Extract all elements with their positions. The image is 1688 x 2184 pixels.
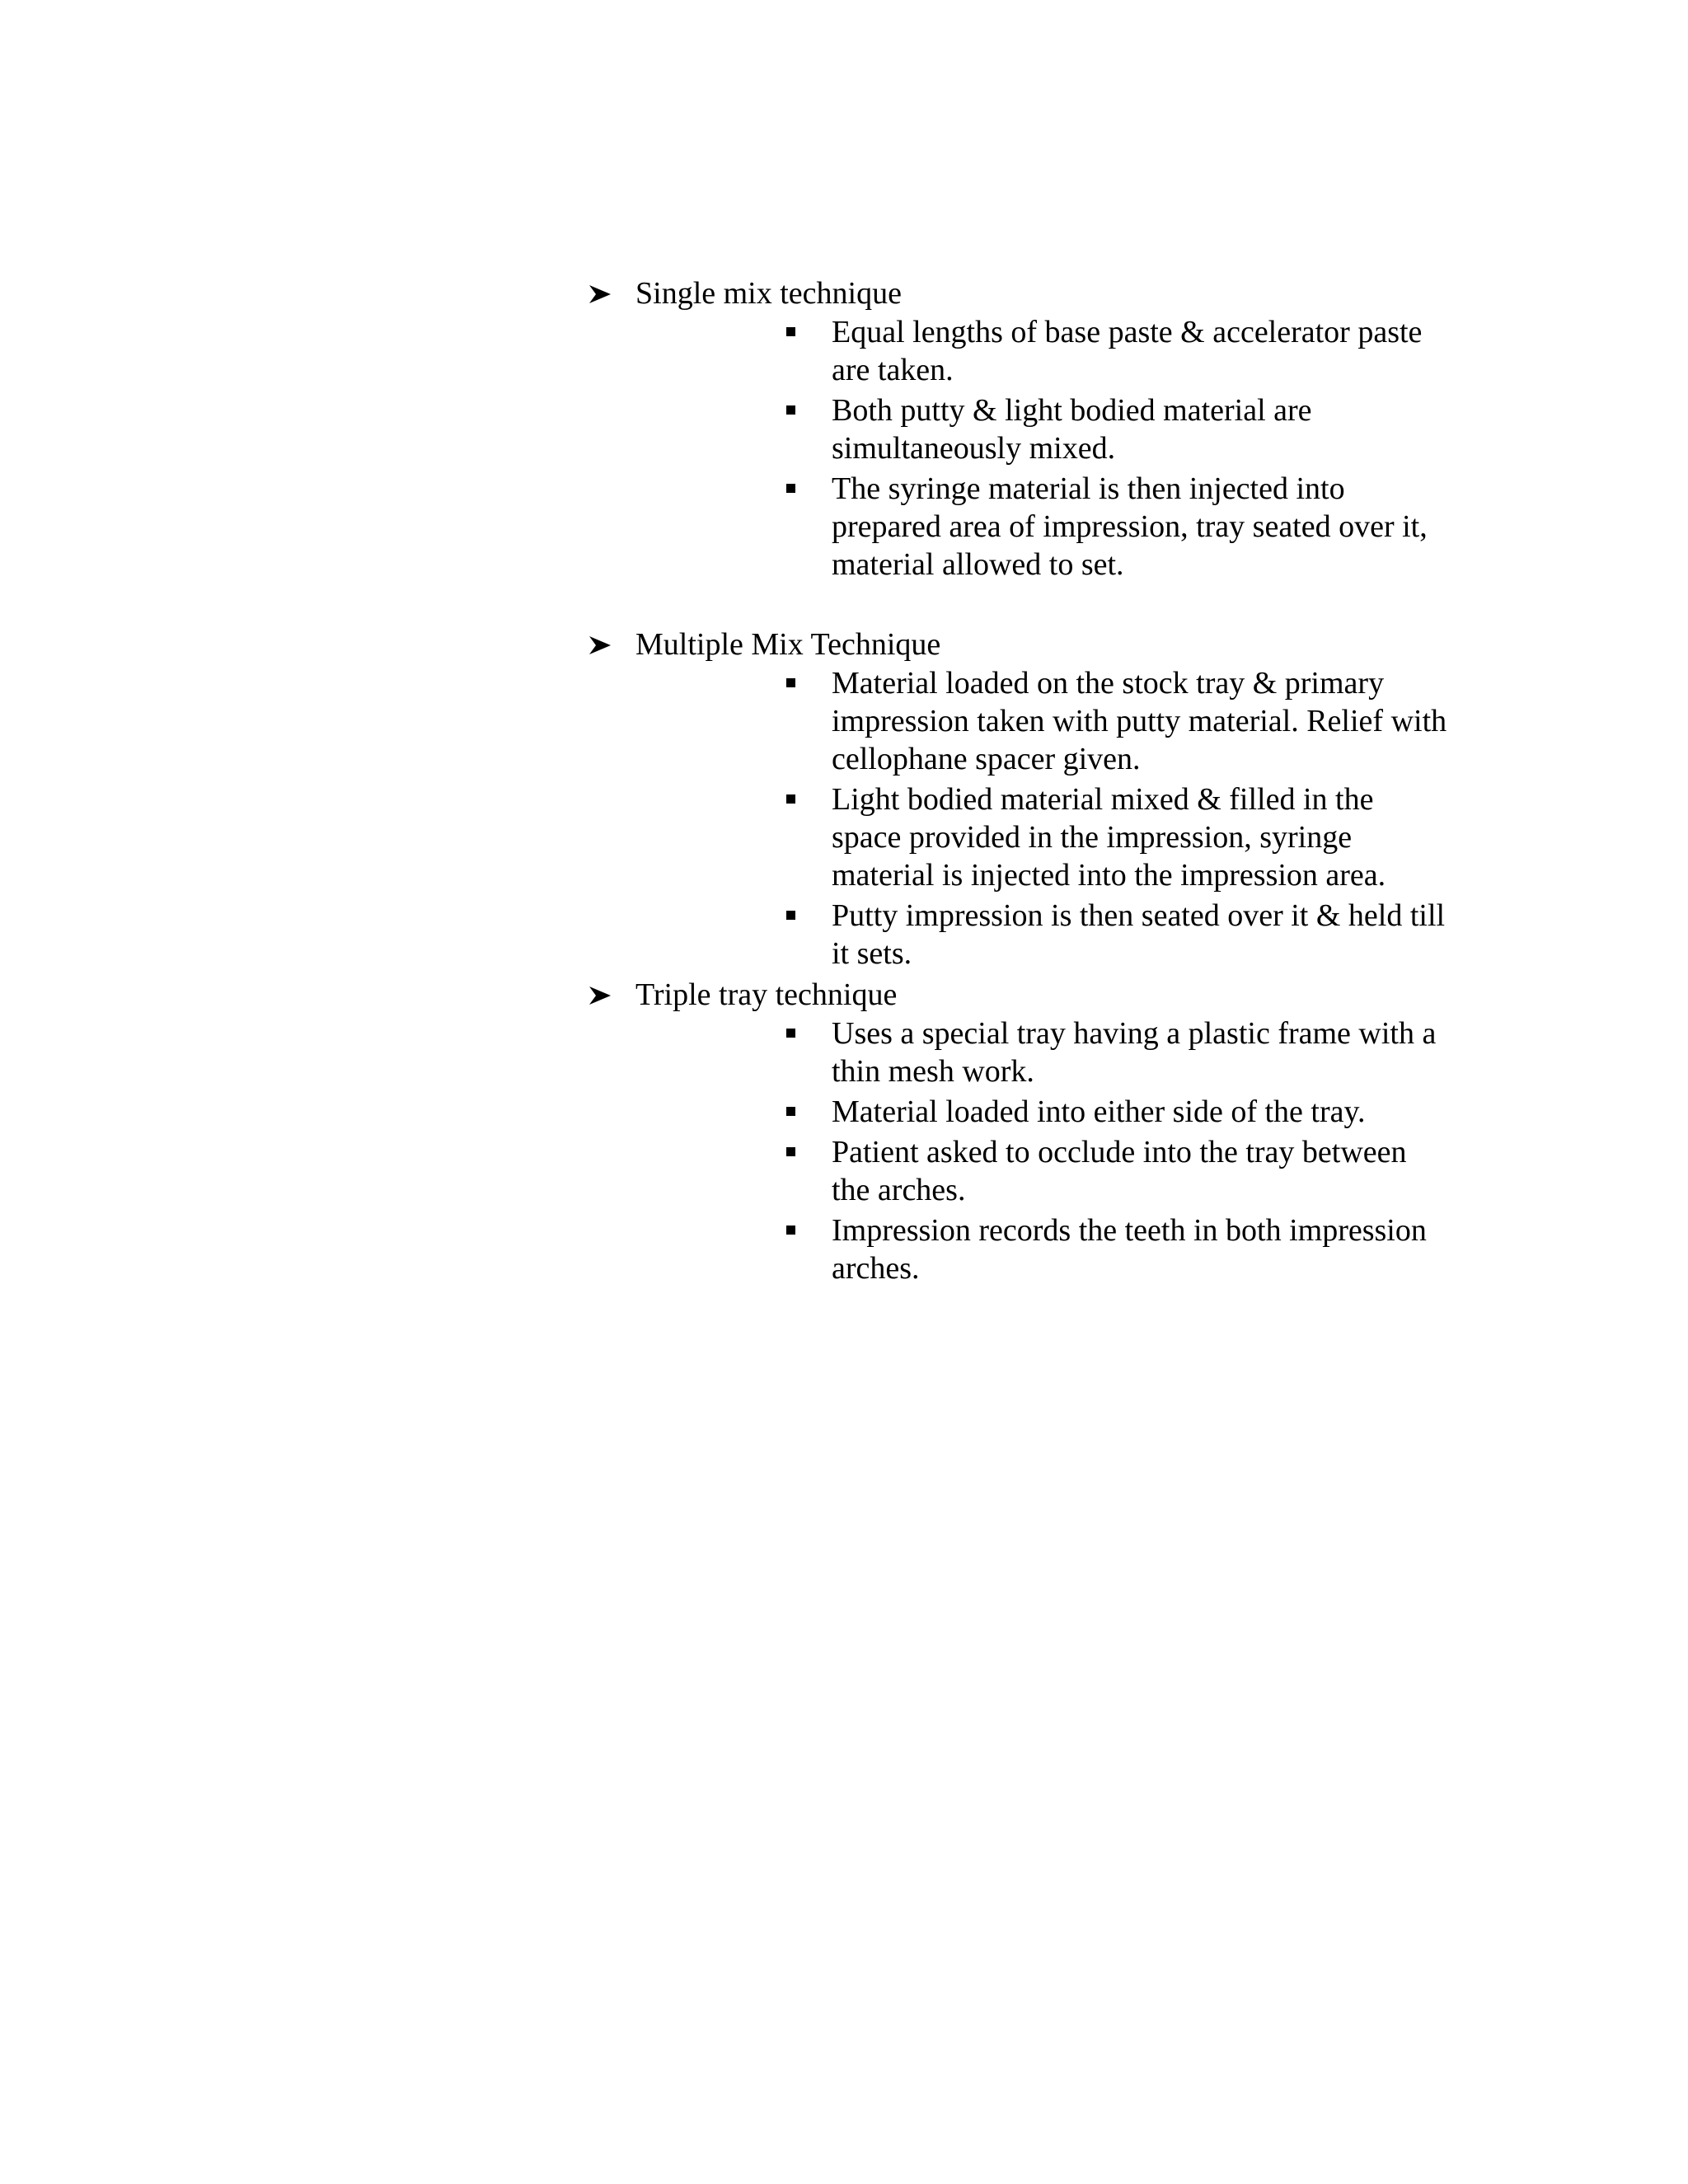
list-item-text: Material loaded into either side of the tray. xyxy=(832,1094,1366,1129)
square-bullet-icon xyxy=(786,1029,795,1038)
list-item-text: Putty impression is then seated over it & held till it sets. xyxy=(832,898,1446,971)
arrowhead-bullet-icon xyxy=(587,274,620,313)
list-item xyxy=(587,391,1493,467)
list-item xyxy=(587,1015,1493,1090)
list-item-text: Patient asked to occlude into the tray between the arches. xyxy=(832,1135,1407,1207)
arrowhead-bullet-icon xyxy=(587,625,620,664)
arrowhead-bullet-icon xyxy=(587,975,620,1015)
list-item xyxy=(587,664,1493,778)
square-bullet-icon xyxy=(786,678,795,687)
square-bullet-icon xyxy=(786,1226,795,1235)
section-multiple-mix xyxy=(587,625,1493,975)
section-heading-text: Multiple Mix Technique xyxy=(635,627,941,662)
list-item-text: Impression records the teeth in both impression arches. xyxy=(832,1213,1427,1286)
square-bullet-icon xyxy=(786,911,795,920)
list-item-text: Material loaded on the stock tray & primary impression taken with putty material. Relief with cellophane spacer given. xyxy=(832,666,1447,776)
section-heading xyxy=(587,625,1493,664)
list-item xyxy=(587,780,1493,894)
bullet-list xyxy=(587,1015,1493,1287)
square-bullet-icon xyxy=(786,327,795,336)
list-item-text: Both putty & light bodied material are simultaneously mixed. xyxy=(832,393,1312,466)
list-item-text: Equal lengths of base paste & accelerator paste are taken. xyxy=(832,315,1423,387)
square-bullet-icon xyxy=(786,1147,795,1156)
square-bullet-icon xyxy=(786,405,795,415)
section-heading xyxy=(587,975,1493,1015)
section-heading-text: Single mix technique xyxy=(635,276,902,311)
list-item xyxy=(587,1212,1493,1287)
list-item xyxy=(587,897,1493,972)
list-item xyxy=(587,470,1493,583)
square-bullet-icon xyxy=(786,1107,795,1116)
list-item xyxy=(587,1133,1493,1209)
section-single-mix xyxy=(587,274,1493,586)
list-item xyxy=(587,313,1493,389)
list-item xyxy=(587,1093,1493,1131)
section-triple-tray xyxy=(587,975,1493,1290)
bullet-list xyxy=(587,313,1493,583)
list-item-text: The syringe material is then injected into prepared area of impression, tray seated over it, material allowed to set. xyxy=(832,471,1428,582)
square-bullet-icon xyxy=(786,484,795,493)
section-heading xyxy=(587,274,1493,313)
bullet-list xyxy=(587,664,1493,972)
list-item-text: Uses a special tray having a plastic frame with a thin mesh work. xyxy=(832,1016,1437,1089)
list-item-text: Light bodied material mixed & filled in the space provided in the impression, syringe material is injected into the impression area. xyxy=(832,782,1386,893)
section-heading-text: Triple tray technique xyxy=(635,977,898,1012)
square-bullet-icon xyxy=(786,794,795,804)
